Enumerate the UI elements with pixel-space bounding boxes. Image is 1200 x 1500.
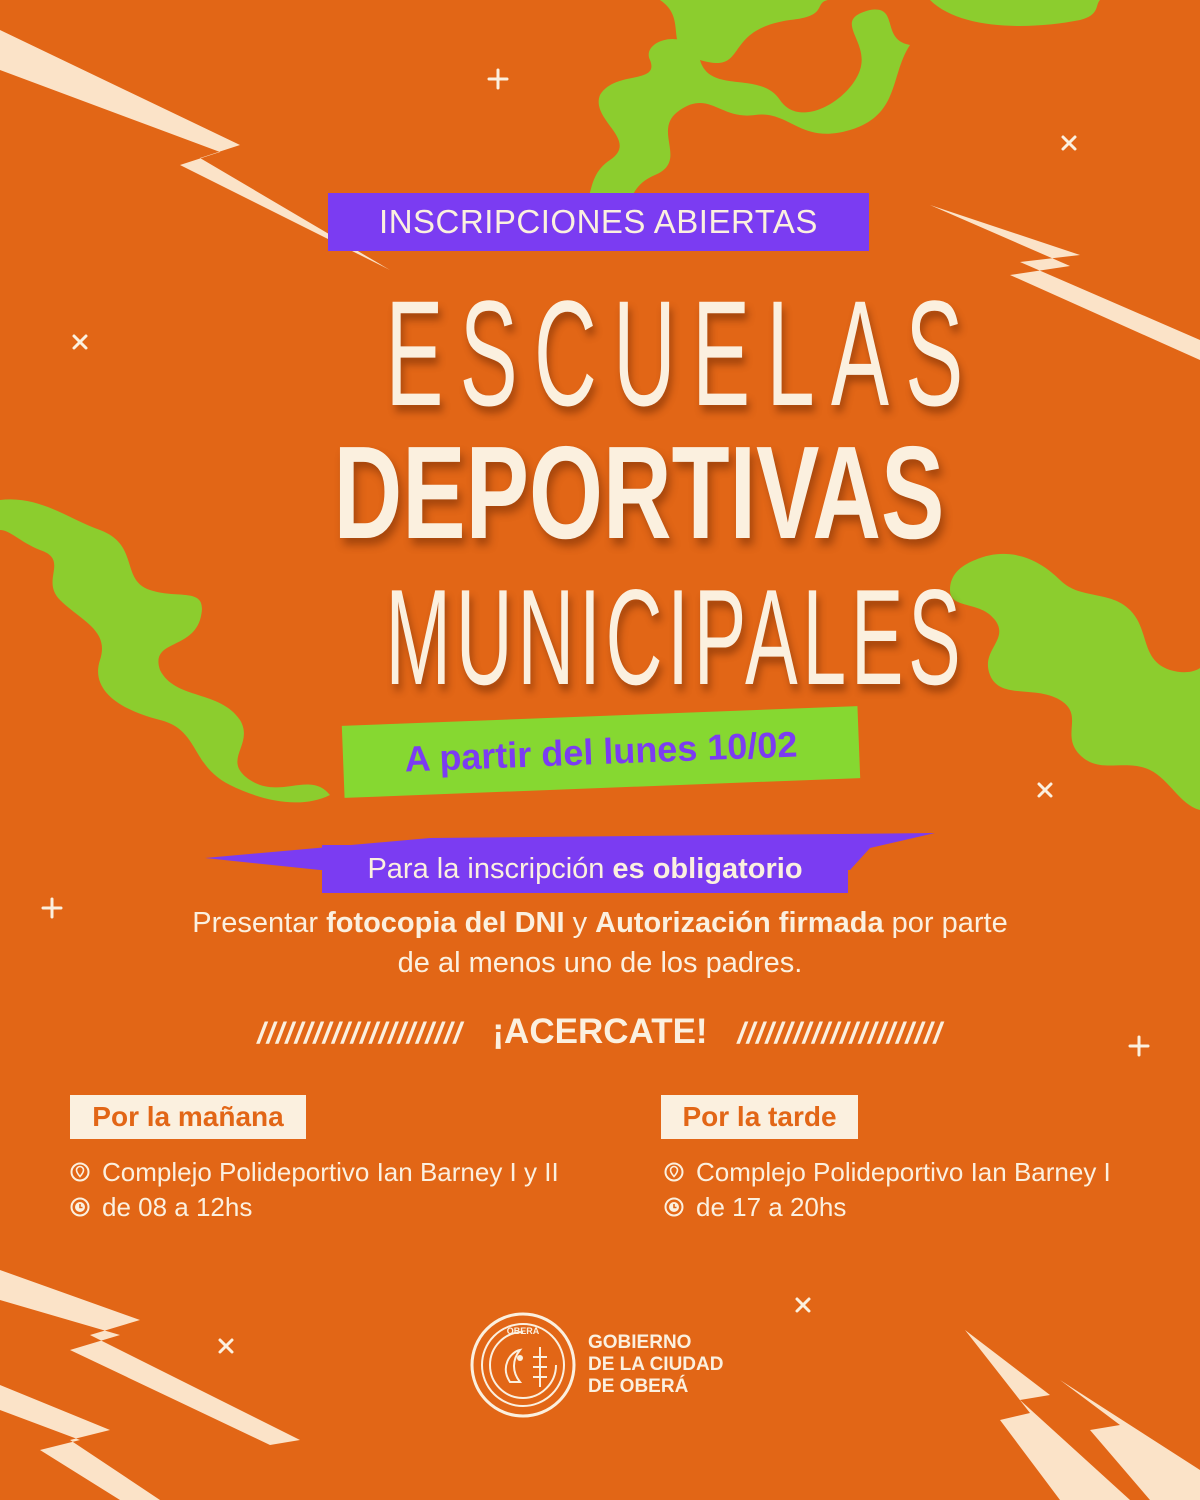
obera-seal-logo bbox=[470, 1312, 576, 1418]
mandatory-prefix: Para la inscripción bbox=[367, 852, 605, 885]
morning-heading: Por la mañana bbox=[70, 1095, 306, 1139]
morning-location bbox=[70, 1155, 559, 1189]
slashes-right: ////////////////////// bbox=[737, 1017, 943, 1050]
morning-location-text: Complejo Polideportivo Ian Barney I y II bbox=[102, 1156, 559, 1187]
start-date-badge: A partir del lunes 10/02 bbox=[342, 706, 860, 798]
afternoon-hours bbox=[664, 1190, 846, 1224]
title-line-escuelas: ESCUELAS bbox=[385, 269, 980, 437]
location-pin-icon bbox=[70, 1162, 90, 1182]
government-line-1: GOBIERNO bbox=[588, 1332, 692, 1353]
morning-hours-text: de 08 a 12hs bbox=[102, 1191, 253, 1222]
requirements-line-2: de al menos uno de los padres. bbox=[397, 947, 803, 979]
requirements-line-1 bbox=[100, 903, 1100, 943]
location-pin-icon bbox=[664, 1162, 684, 1182]
government-name bbox=[588, 1332, 723, 1398]
acercate-text: ¡ACERCATE! bbox=[492, 1012, 708, 1051]
afternoon-hours-text: de 17 a 20hs bbox=[696, 1191, 847, 1222]
req-dni: fotocopia del DNI bbox=[326, 907, 565, 939]
government-line-2: DE LA CIUDAD bbox=[588, 1354, 724, 1375]
afternoon-heading: Por la tarde bbox=[661, 1095, 858, 1139]
req-part2: y bbox=[572, 907, 588, 939]
seal-text: OBERÁ bbox=[506, 1326, 540, 1336]
green-smoke-right bbox=[950, 554, 1200, 810]
req-part3: por parte bbox=[891, 907, 1008, 939]
req-part1: Presentar bbox=[192, 907, 318, 939]
morning-hours bbox=[70, 1190, 252, 1224]
req-authorization: Autorización firmada bbox=[595, 907, 884, 939]
green-smoke-left bbox=[0, 499, 330, 802]
mandatory-badge bbox=[322, 845, 848, 893]
requirements-text bbox=[100, 903, 1100, 983]
afternoon-location bbox=[664, 1155, 1111, 1189]
mandatory-bold: es obligatorio bbox=[612, 852, 803, 885]
slashes-left: ////////////////////// bbox=[257, 1017, 463, 1050]
clock-icon bbox=[664, 1197, 684, 1217]
government-line-3: DE OBERÁ bbox=[588, 1376, 689, 1397]
registration-open-badge: INSCRIPCIONES ABIERTAS bbox=[328, 193, 869, 251]
afternoon-location-text: Complejo Polideportivo Ian Barney I bbox=[696, 1156, 1111, 1187]
title-line-municipales: MUNICIPALES bbox=[385, 561, 966, 713]
acercate-banner bbox=[140, 1012, 1060, 1052]
title-line-deportivas: DEPORTIVAS bbox=[333, 419, 945, 566]
clock-icon bbox=[70, 1197, 90, 1217]
